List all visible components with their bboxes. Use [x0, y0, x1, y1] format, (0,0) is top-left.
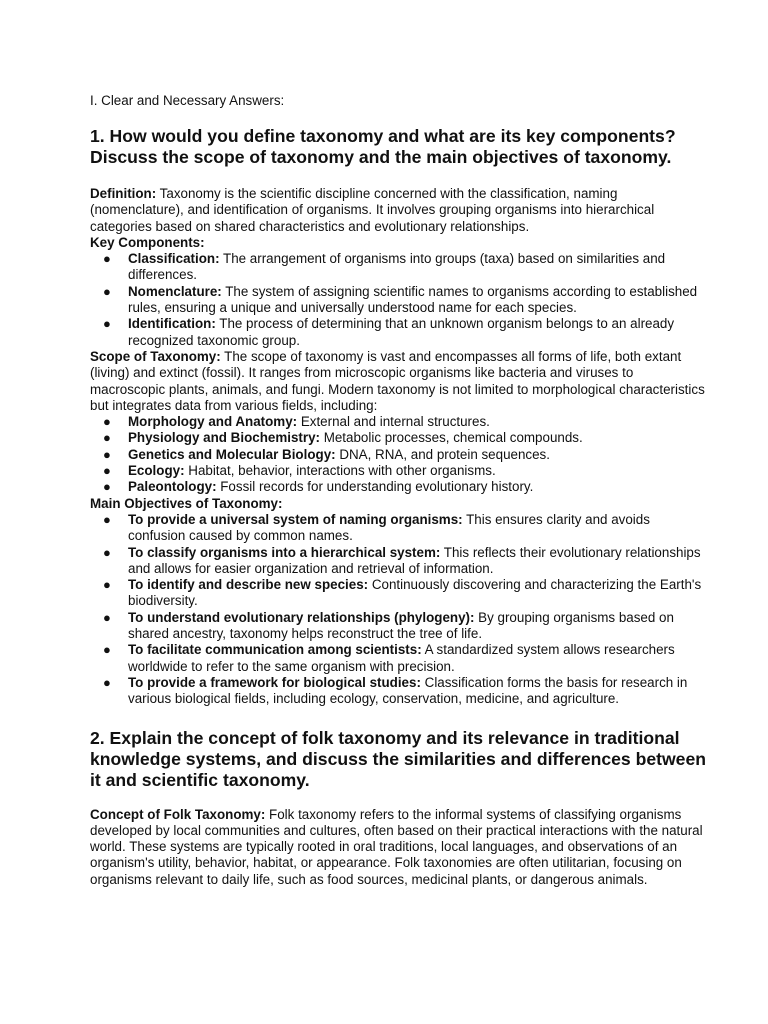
section-intro: I. Clear and Necessary Answers:	[90, 93, 285, 108]
definition-label: Definition:	[90, 186, 157, 201]
bullet-icon: ●	[103, 642, 111, 658]
list-item: ● Genetics and Molecular Biology: DNA, RNA, and protein sequences.	[103, 446, 550, 462]
objectives-label: Main Objectives of Taxonomy:	[90, 495, 283, 511]
list-item: ● To classify organisms into a hierarchical system: This reflects their evolutionary relationships and allows for easier organization and retrieval of information.	[103, 544, 701, 576]
bullet-icon: ●	[103, 430, 111, 446]
bullet-icon: ●	[103, 577, 111, 593]
list-item: ● Classification: The arrangement of organisms into groups (taxa) based on similarities and differences.	[103, 251, 666, 283]
folk-taxonomy-label: Concept of Folk Taxonomy:	[90, 806, 266, 822]
list-item: ● Morphology and Anatomy: External and internal structures.	[103, 414, 490, 430]
folk-taxonomy-paragraph	[90, 807, 708, 888]
bullet-icon: ●	[103, 674, 111, 690]
bullet-icon: ●	[103, 251, 111, 267]
bullet-icon: ●	[103, 463, 111, 479]
bullet-icon: ●	[103, 316, 111, 332]
bullet-icon: ●	[103, 446, 111, 462]
key-components-label: Key Components:	[90, 234, 205, 250]
bullet-icon: ●	[103, 511, 111, 527]
bullet-icon: ●	[103, 479, 111, 495]
scope-text: The scope of taxonomy is vast and encompasses all forms of life, both extant (living) and extinct (fossil). It ranges from microscopic organisms like bacteria and viruses to macroscopic plants, animals, and fungi. Modern taxonomy is not limited to morphological characteristics but integrates data from various fields, including:	[90, 348, 705, 413]
bullet-icon: ●	[103, 609, 111, 625]
list-item: ● Paleontology: Fossil records for understanding evolutionary history.	[103, 479, 534, 495]
list-item: ● Identification: The process of determining that an unknown organism belongs to an already recognized taxonomic group.	[103, 316, 675, 348]
list-item: ● To understand evolutionary relationships (phylogeny): By grouping organisms based on shared ancestry, taxonomy helps reconstruct the tree of life.	[103, 609, 674, 642]
definition-text: Taxonomy is the scientific discipline concerned with the classification, naming (nomenclature), and identification of organisms. It involves grouping organisms into hierarchical categories based on shared characteristics and evolutionary relationships.	[90, 186, 655, 234]
list-item: ● Nomenclature: The system of assigning scientific names to organisms according to established rules, ensuring a unique and universally understood name for each species.	[103, 283, 698, 316]
question-1-heading: 1. How would you define taxonomy and what are its key components? Discuss the scope of taxonomy and the main objectives of taxonomy.	[90, 126, 676, 167]
list-item: ● To facilitate communication among scientists: A standardized system allows researchers worldwide to refer to the same organism with precision.	[103, 642, 675, 674]
bullet-icon: ●	[103, 544, 111, 560]
scope-fields-list	[90, 414, 708, 495]
bullet-icon: ●	[103, 414, 111, 430]
list-item: ● To identify and describe new species: Continuously discovering and characterizing the Earth's biodiversity.	[103, 577, 702, 609]
list-item: ● Physiology and Biochemistry: Metabolic processes, chemical compounds.	[103, 430, 583, 446]
objectives-list	[90, 512, 708, 708]
list-item: ● To provide a universal system of naming organisms: This ensures clarity and avoids confusion caused by common names.	[103, 511, 650, 544]
folk-taxonomy-text: Folk taxonomy refers to the informal systems of classifying organisms developed by local communities and cultures, often based on their practical interactions with the natural world. These systems are typically rooted in oral traditions, local languages, and observations of an organism's utility, behavior, habitat, or appearance. Folk taxonomies are often utilitarian, focusing on organisms relevant to daily life, such as food sources, medicinal plants, or dangerous animals.	[90, 806, 703, 887]
scope-paragraph	[90, 349, 708, 414]
scope-label: Scope of Taxonomy:	[90, 348, 221, 364]
question-2-heading: 2. Explain the concept of folk taxonomy and its relevance in traditional knowledge systems, and discuss the similarities and differences between it and scientific taxonomy.	[90, 727, 706, 790]
list-item: ● Ecology: Habitat, behavior, interactions with other organisms.	[103, 463, 496, 479]
list-item: ● To provide a framework for biological studies: Classification forms the basis for research in various biological fields, including ecology, conservation, medicine, and agriculture.	[103, 674, 688, 707]
definition-paragraph	[90, 186, 708, 235]
bullet-icon: ●	[103, 283, 111, 299]
key-components-list	[90, 251, 708, 349]
